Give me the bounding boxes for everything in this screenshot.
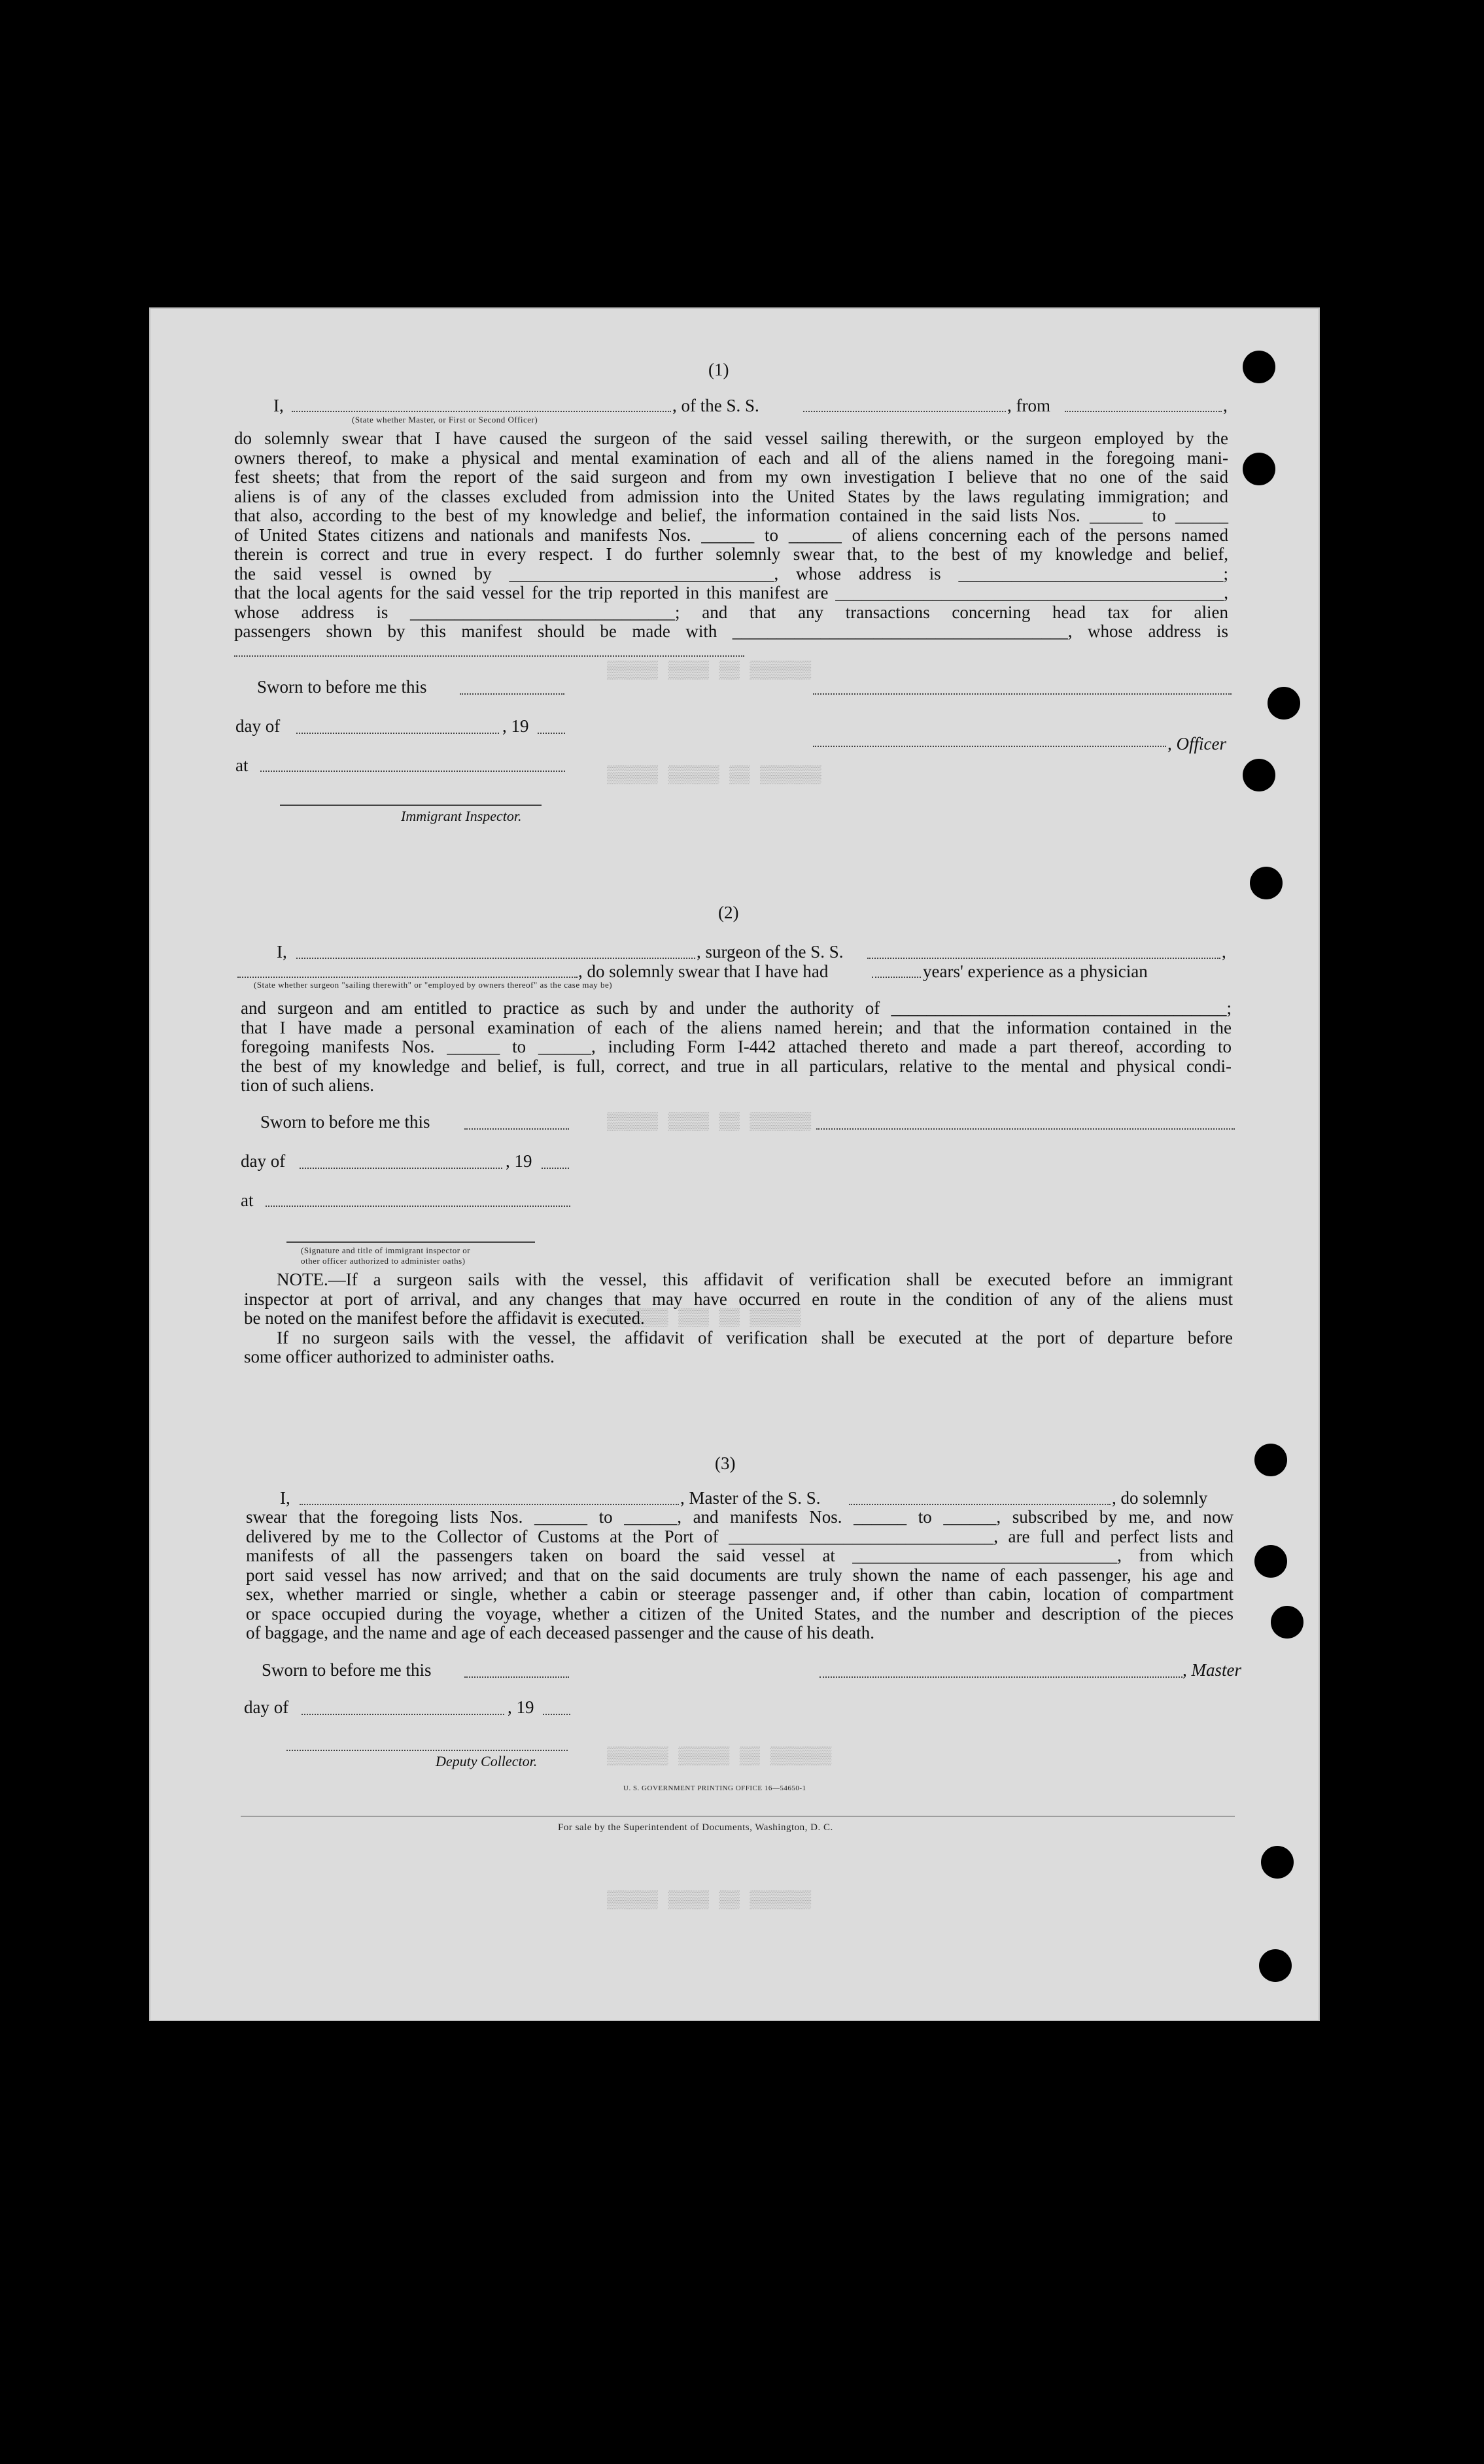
oath-line: aliens is of any of the classes excluded from admission into the United States by the laws regulating immigration; and [234, 486, 1228, 506]
years-experience-field[interactable] [872, 977, 921, 978]
binder-hole [1243, 759, 1275, 791]
note-line: some officer authorized to administer oaths. [244, 1347, 555, 1366]
oath-line: and surgeon and am entitled to practice as such by and under the authority of ______________________________________; [241, 998, 1232, 1018]
oath-line: that the local agents for the said vessel for the trip reported in this manifest are ____________________________________________, [234, 583, 1228, 602]
oath-line: delivered by me to the Collector of Customs at the Port of ______________________________, are full and perfect lists and [246, 1526, 1234, 1546]
oath-line: foregoing manifests Nos. ______ to ______, including Form I-442 attached thereto and made a part thereof, according to [241, 1037, 1232, 1056]
section-2-line-end: , [1222, 942, 1226, 962]
sworn-date-field[interactable] [464, 1128, 569, 1130]
oath-line: do solemnly swear that I have caused the surgeon of the said vessel sailing therewith, or the surgeon employed by the [234, 428, 1228, 448]
oath-line: tion of such aliens. [241, 1075, 374, 1095]
section-3-oath-text [246, 1508, 1234, 1643]
oath-line: swear that the foregoing lists Nos. ______ to ______, and manifests Nos. ______ to ______, subscribed by me, and now [246, 1507, 1234, 1527]
for-sale-notice: For sale by the Superintendent of Documents, Washington, D. C. [558, 1822, 833, 1833]
year-field[interactable] [538, 733, 565, 734]
oath-line: fest sheets; that from the report of the said surgeon and from my own investigation I believe that no one of the said [234, 467, 1228, 487]
section-2-caption: (State whether surgeon "sailing therewith" or "employed by owners thereof" as the case may be) [254, 980, 613, 990]
oath-line: manifests of all the passengers taken on board the said vessel at ______________________________, from which [246, 1546, 1234, 1565]
note-line: inspector at port of arrival, and any changes that may have occurred en route in the condition of any of the aliens must [244, 1289, 1233, 1309]
at-place-field[interactable] [266, 1206, 570, 1207]
officer-label: , Officer [1167, 734, 1226, 754]
bleed-through-text: ▒▒▒▒▒ ▒▒▒▒▒ ▒▒ ▒▒▒▒▒▒ [607, 765, 821, 785]
binder-hole [1261, 1846, 1294, 1879]
section-3-i-label: I, [280, 1488, 290, 1508]
section-1-oath-text [234, 429, 1228, 642]
surgeon-note [244, 1270, 1233, 1367]
sworn-date-field[interactable] [460, 693, 564, 695]
surgeon-status-field[interactable] [237, 977, 578, 978]
section-1-i-label: I, [273, 396, 284, 415]
section-3-year-label: , 19 [508, 1697, 534, 1717]
binder-hole [1250, 867, 1283, 899]
oath-line: of United States citizens and nationals and manifests Nos. ______ to ______ of aliens concerning each of the persons named [234, 525, 1228, 545]
oath-line: therein is correct and true in every respect. I do further solemnly swear that, to the best of my knowledge and belief, [234, 544, 1228, 564]
section-1-day-of-label: day of [235, 716, 281, 736]
year-field[interactable] [543, 1714, 570, 1715]
binder-hole [1268, 687, 1300, 720]
section-2-experience-label: years' experience as a physician [923, 962, 1148, 981]
inspector-signature-line[interactable] [286, 1241, 535, 1243]
surgeon-ship-field[interactable] [867, 958, 1220, 959]
from-port-field[interactable] [1065, 411, 1222, 412]
section-3-number: (3) [715, 1453, 736, 1473]
oath-line: passengers shown by this manifest should be made with ______________________________________, whose address is [234, 621, 1228, 641]
section-2-number: (2) [718, 903, 739, 922]
surgeon-signature-line[interactable] [816, 1128, 1235, 1130]
surgeon-name-field[interactable] [296, 958, 695, 959]
section-1-of-ss-label: , of the S. S. [672, 396, 759, 415]
bleed-through-text: ▒▒▒▒▒▒ ▒▒▒ ▒▒ ▒▒▒▒▒ [607, 1308, 801, 1328]
section-2-oath-text [241, 999, 1232, 1096]
binder-hole [1254, 1444, 1287, 1476]
section-3-day-of-label: day of [244, 1697, 289, 1717]
deputy-collector-label: Deputy Collector. [436, 1753, 538, 1769]
binder-hole [1243, 453, 1275, 485]
bleed-through-text: ▒▒▒▒▒ ▒▒▒▒ ▒▒ ▒▒▒▒▒▒ [607, 1890, 812, 1910]
binder-hole [1271, 1606, 1303, 1639]
master-name-field[interactable] [292, 411, 671, 412]
section-2-surgeon-label: , surgeon of the S. S. [697, 942, 844, 962]
oath-line: sex, whether married or single, whether a cabin or steerage passenger and, if other than cabin, location of compartment [246, 1584, 1234, 1604]
section-1-at-label: at [235, 755, 249, 775]
immigrant-inspector-label: Immigrant Inspector. [401, 808, 522, 824]
master-label: , Master [1182, 1660, 1241, 1680]
section-1-year-label: , 19 [502, 716, 529, 736]
master-name-field[interactable] [300, 1504, 679, 1505]
binder-hole [1259, 1949, 1292, 1982]
section-2-i-label: I, [277, 942, 287, 962]
bleed-through-text: ▒▒▒▒▒ ▒▒▒▒ ▒▒ ▒▒▒▒▒▒ [607, 661, 812, 680]
ship-name-field[interactable] [849, 1504, 1111, 1505]
binder-hole [1254, 1545, 1287, 1578]
note-line: NOTE.—If a surgeon sails with the vessel, this affidavit of verification shall be executed before an immigrant [277, 1270, 1233, 1289]
master-signature-line[interactable] [820, 1676, 1182, 1678]
oath-line: that also, according to the best of my knowledge and belief, the information contained in the said lists Nos. ______ to ______ [234, 506, 1228, 525]
officer-signature-line[interactable] [813, 693, 1232, 695]
section-1-caption: (State whether Master, or First or Second Officer) [352, 415, 538, 425]
section-3-line-end: , do solemnly [1112, 1488, 1208, 1508]
bleed-through-text: ▒▒▒▒▒▒ ▒▒▒▒▒ ▒▒ ▒▒▒▒▒▒ [607, 1746, 832, 1766]
officer-title-line[interactable] [813, 746, 1166, 747]
oath-line: the best of my knowledge and belief, is full, correct, and true in all particulars, relative to the mental and physical condi- [241, 1056, 1232, 1076]
oath-line: port said vessel has now arrived; and that on the said documents are truly shown the name of each passenger, his age and [246, 1565, 1234, 1585]
sworn-date-field[interactable] [464, 1676, 569, 1678]
section-3-master-label: , Master of the S. S. [680, 1488, 821, 1508]
day-of-field[interactable] [296, 733, 499, 734]
ship-name-field[interactable] [803, 411, 1006, 412]
section-1-from-label: , from [1007, 396, 1050, 415]
section-2-swear-label: , do solemnly swear that I have had [578, 962, 829, 981]
day-of-field[interactable] [300, 1168, 502, 1169]
note-line: If no surgeon sails with the vessel, the affidavit of verification shall be executed at the port of departure before [277, 1327, 1233, 1347]
oath-line: owners thereof, to make a physical and mental examination of each and all of the aliens named in the foregoing mani- [234, 447, 1228, 468]
section-2-sworn-label: Sworn to before me this [260, 1112, 430, 1132]
oath-line: or space occupied during the voyage, whether a citizen of the United States, and the number and description of the pieces [246, 1603, 1234, 1623]
printing-office-imprint: U. S. GOVERNMENT PRINTING OFFICE 16—54650-1 [623, 1784, 806, 1792]
day-of-field[interactable] [302, 1714, 504, 1715]
oath-line: of baggage, and the name and age of each deceased passenger and the cause of his death. [246, 1623, 875, 1642]
oath-line: the said vessel is owned by ______________________________, whose address is ______________________________; [234, 563, 1228, 583]
section-3-sworn-label: Sworn to before me this [262, 1660, 432, 1680]
section-2-at-label: at [241, 1190, 254, 1210]
inspector-signature-line[interactable] [280, 805, 542, 806]
manifest-back-page [149, 307, 1320, 2021]
signature-caption-1: (Signature and title of immigrant inspector or [301, 1245, 471, 1255]
collector-signature-line[interactable] [286, 1750, 568, 1751]
section-2-day-of-label: day of [241, 1151, 286, 1171]
note-line: be noted on the manifest before the affidavit is executed. [244, 1308, 645, 1328]
binder-hole [1243, 351, 1275, 383]
year-field[interactable] [542, 1168, 569, 1169]
address-continuation-field[interactable] [234, 655, 744, 657]
section-1-number: (1) [708, 360, 729, 379]
oath-line: that I have made a personal examination of each of the aliens named herein; and that the information contained in the [241, 1017, 1232, 1037]
section-1-sworn-label: Sworn to before me this [257, 677, 427, 697]
signature-caption-2: other officer authorized to administer oaths) [301, 1256, 466, 1266]
section-2-year-label: , 19 [506, 1151, 532, 1171]
oath-line: whose address is ______________________________; and that any transactions concerning head tax for alien [234, 602, 1228, 622]
at-place-field[interactable] [260, 771, 565, 772]
bleed-through-text: ▒▒▒▒▒ ▒▒▒▒ ▒▒ ▒▒▒▒▒▒ [607, 1112, 812, 1132]
section-1-line-end: , [1223, 396, 1228, 415]
